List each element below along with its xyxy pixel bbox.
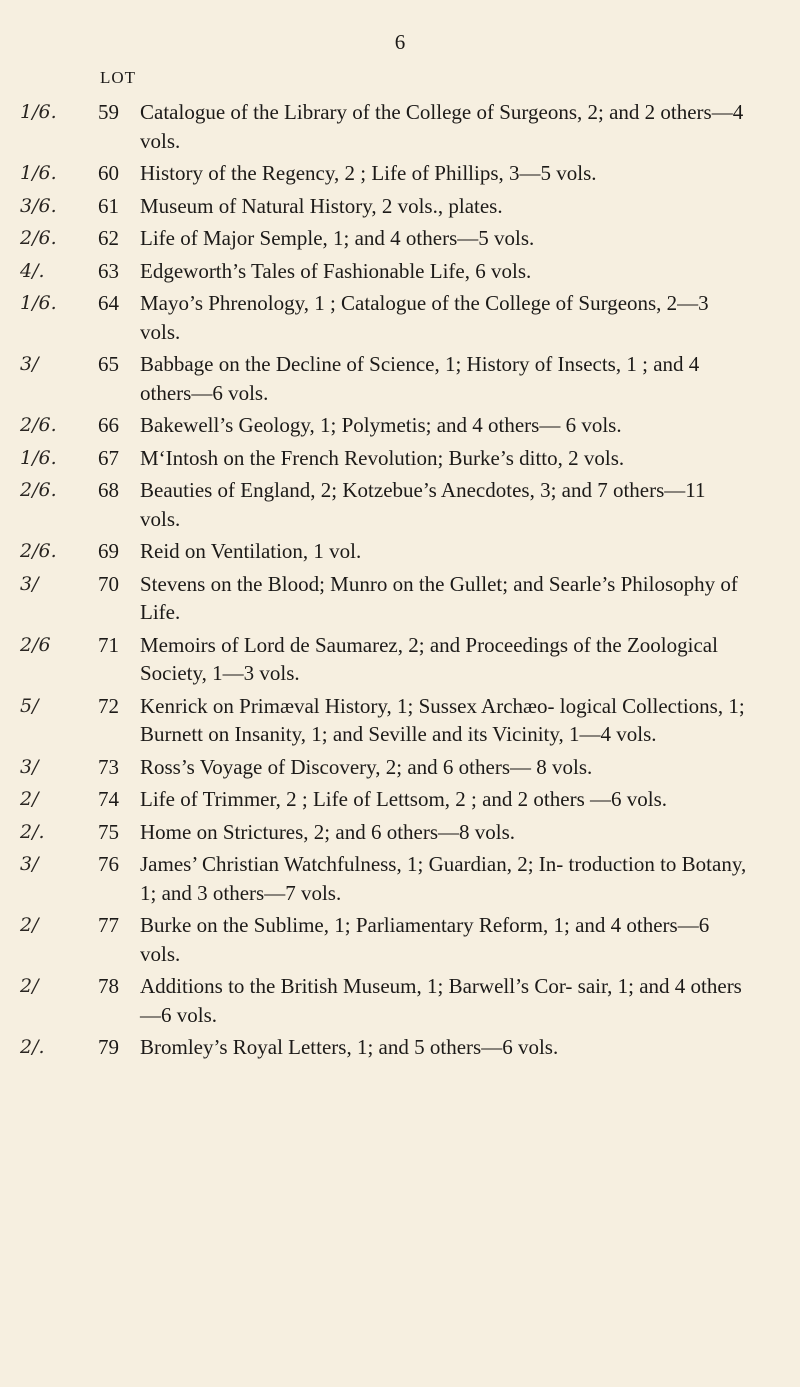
lot-entry <box>0 411 800 440</box>
lot-description: Memoirs of Lord de Saumarez, 2; and Proceedings of the Zoological Society, 1—3 vols. <box>140 632 718 685</box>
handwritten-price-note: 2/ <box>20 788 39 810</box>
lot-entry <box>0 818 800 847</box>
lot-entry <box>0 850 800 907</box>
lot-number: 61 <box>98 193 119 218</box>
handwritten-price-note: 3/ <box>20 353 39 375</box>
lot-description: Bromley’s Royal Letters, 1; and 5 others—6 vols. <box>140 1035 559 1059</box>
lot-number: 63 <box>98 258 119 283</box>
lot-description: Life of Trimmer, 2 ; Life of Lettsom, 2 ; and 2 others —6 vols. <box>140 787 668 811</box>
handwritten-price-note: 3/ <box>20 853 39 875</box>
lot-entry <box>0 476 800 533</box>
lot-entry <box>0 785 800 814</box>
lot-description: Museum of Natural History, 2 vols., plates. <box>140 193 503 218</box>
handwritten-price-note: 2/6. <box>20 414 57 436</box>
lot-entry <box>0 224 800 253</box>
handwritten-price-note: 2/ <box>20 975 39 997</box>
lot-number: 74 <box>98 787 119 811</box>
lot-description: Additions to the British Museum, 1; Barwell’s Cor- sair, 1; and 4 others—6 vols. <box>140 974 742 1027</box>
lot-description: Home on Strictures, 2; and 6 others—8 vols. <box>140 819 516 844</box>
lot-number: 70 <box>98 571 119 596</box>
lot-number: 69 <box>98 539 119 563</box>
lot-description: M‘Intosh on the French Revolution; Burke’s ditto, 2 vols. <box>140 445 625 470</box>
lot-description: James’ Christian Watchfulness, 1; Guardian, 2; In- troduction to Botany, 1; and 3 others—7 vols. <box>140 852 747 905</box>
lot-number: 79 <box>98 1035 119 1059</box>
lot-number: 59 <box>98 100 119 124</box>
lot-number: 68 <box>98 478 119 502</box>
lot-entry <box>0 537 800 566</box>
lot-description: Bakewell’s Geology, 1; Polymetis; and 4 others— 6 vols. <box>140 413 622 437</box>
handwritten-price-note: 3/6. <box>20 194 57 217</box>
lot-description: Beauties of England, 2; Kotzebue’s Anecdotes, 3; and 7 others—11 vols. <box>140 478 706 531</box>
lot-entry <box>0 1033 800 1062</box>
handwritten-price-note: 4/. <box>20 259 45 282</box>
lot-number: 67 <box>98 445 119 470</box>
lot-number: 77 <box>98 913 119 937</box>
handwritten-price-note: 2/. <box>20 1036 45 1058</box>
handwritten-price-note: 1/6. <box>20 162 57 184</box>
lot-entry <box>0 911 800 968</box>
lot-number: 64 <box>98 291 119 315</box>
lot-number: 71 <box>98 632 119 657</box>
handwritten-price-note: 2/6. <box>20 227 57 249</box>
lot-entry <box>0 753 800 782</box>
lot-entry <box>0 692 800 749</box>
lot-description: Stevens on the Blood; Munro on the Gullet; and Searle’s Philosophy of Life. <box>140 571 738 624</box>
lot-list <box>0 98 800 1066</box>
lot-entry <box>0 972 800 1029</box>
lot-number: 66 <box>98 413 119 437</box>
lot-entry <box>0 98 800 155</box>
lot-description: Ross’s Voyage of Discovery, 2; and 6 others— 8 vols. <box>140 754 593 779</box>
lot-description: Babbage on the Decline of Science, 1; History of Insects, 1 ; and 4 others—6 vols. <box>140 352 700 405</box>
lot-entry <box>0 192 800 221</box>
handwritten-price-note: 3/ <box>20 755 39 778</box>
lot-description: Burke on the Sublime, 1; Parliamentary Reform, 1; and 4 others—6 vols. <box>140 913 710 966</box>
lot-number: 76 <box>98 852 119 876</box>
lot-entry <box>0 257 800 286</box>
lot-entry <box>0 570 800 627</box>
lot-description: Mayo’s Phrenology, 1 ; Catalogue of the College of Surgeons, 2—3 vols. <box>140 291 709 344</box>
lot-description: Catalogue of the Library of the College of Surgeons, 2; and 2 others—4 vols. <box>140 100 744 153</box>
page-number: 6 <box>394 30 406 54</box>
lot-number: 65 <box>98 352 119 376</box>
lot-number: 78 <box>98 974 119 998</box>
lot-entry <box>0 350 800 407</box>
handwritten-price-note: 2/6. <box>20 540 57 562</box>
handwritten-price-note: 1/6. <box>20 101 57 123</box>
lot-description: Kenrick on Primæval History, 1; Sussex Archæo- logical Collections, 1; Burnett on Insanity, 1; and Seville and its Vicinity, 1—4 vols. <box>140 693 745 746</box>
handwritten-price-note: 1/6. <box>20 446 57 469</box>
handwritten-price-note: 5/ <box>20 694 39 717</box>
lot-number: 62 <box>98 226 119 250</box>
handwritten-price-note: 3/ <box>20 572 39 595</box>
lot-entry <box>0 289 800 346</box>
lot-number: 73 <box>98 754 119 779</box>
lot-number: 75 <box>98 819 119 844</box>
lot-column-header: LOT <box>100 68 137 87</box>
handwritten-price-note: 2/6. <box>20 479 57 501</box>
lot-entry <box>0 159 800 188</box>
handwritten-price-note: 2/ <box>20 914 39 936</box>
lot-entry <box>0 444 800 473</box>
lot-entry <box>0 631 800 688</box>
lot-description: History of the Regency, 2 ; Life of Phillips, 3—5 vols. <box>140 161 597 185</box>
handwritten-price-note: 2/. <box>20 820 45 843</box>
handwritten-price-note: 2/6 <box>20 633 51 656</box>
lot-description: Edgeworth’s Tales of Fashionable Life, 6 vols. <box>140 258 532 283</box>
lot-number: 72 <box>98 693 119 718</box>
lot-description: Life of Major Semple, 1; and 4 others—5 vols. <box>140 226 535 250</box>
lot-description: Reid on Ventilation, 1 vol. <box>140 539 362 563</box>
handwritten-price-note: 1/6. <box>20 292 57 314</box>
lot-number: 60 <box>98 161 119 185</box>
